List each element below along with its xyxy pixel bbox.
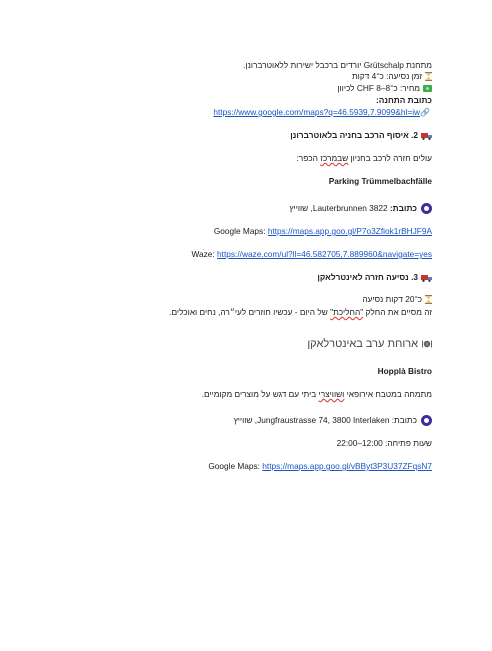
- parking-gmaps-link[interactable]: https://maps.app.goo.gl/P7o3Zfiok1rBHJF9A: [267, 226, 432, 236]
- section-2-title: 2. איסוף הרכב בחניה בלאוטרברונן: [290, 130, 432, 141]
- money-icon: [423, 85, 432, 92]
- restaurant-address-line: כתובת: Jungfraustrasse 74, 3800 Interlaken, שווייץ: [234, 415, 432, 426]
- station-link-line: [213, 107, 432, 118]
- section-3-title: 3. נסיעה חזרה לאינטרלאקן: [317, 272, 432, 283]
- day-summary-note: זה מסיים את החלק "החליכת" של היום - עכשיו חוזרים לעי״רה, נחים ואוכלים.: [169, 307, 432, 317]
- dinner-heading: ארוחת ערב באינטרלאקן: [307, 339, 432, 350]
- station-map-link[interactable]: https://www.google.com/maps?q=46.5939,7.9099&hl=iw: [213, 107, 421, 117]
- truck-icon: [421, 132, 432, 140]
- parking-gmaps-line: Google Maps: https://maps.app.goo.gl/P7o3Zfiok1rBHJF9A: [213, 226, 432, 236]
- price-line: מחיר: כ־8–CHF 8 לכיוון: [337, 83, 432, 94]
- restaurant-name: Hopplà Bistro: [377, 366, 432, 376]
- hourglass-icon: [425, 72, 432, 81]
- parking-description: עולים חזרה לרכב בחניון שבמרכז הכפר:: [296, 153, 432, 163]
- hourglass-icon: [425, 295, 432, 304]
- parking-address-line: כתובת: 3822 Lauterbrunnen, שווייץ: [289, 203, 432, 214]
- opening-hours-line: שעות פתיחה: 12:00–22:00: [336, 438, 432, 448]
- link-icon: 🔗: [420, 108, 430, 117]
- station-address-label: כתובת התחנה:: [376, 95, 432, 105]
- restaurant-gmaps-link[interactable]: https://maps.app.goo.gl/vBByt3P3U37ZFqsN7: [262, 461, 432, 471]
- travel-time-line: זמן נסיעה: כ־4 דקות: [352, 71, 432, 82]
- truck-icon: [421, 274, 432, 282]
- parking-name: Parking Trümmelbachfälle: [328, 176, 432, 186]
- cable-car-intro: מתחנת Grütschalp יורדים ברכבל ישירות ללאוטרברונן.: [243, 60, 432, 70]
- return-travel-time: כ־20 דקות נסיעה: [362, 294, 432, 305]
- plate-cutlery-icon: [422, 340, 432, 348]
- restaurant-description: מתמחה במטבח אירופאי ושוויצרי ביתי עם דגש על מוצרים מקומיים.: [201, 389, 432, 399]
- location-pin-icon: [421, 203, 432, 214]
- location-pin-icon: [421, 415, 432, 426]
- parking-waze-link[interactable]: https://waze.com/ul?ll=46.582705,7.889960&navigate=yes: [217, 249, 432, 259]
- restaurant-gmaps-line: Google Maps: https://maps.app.goo.gl/vBByt3P3U37ZFqsN7: [208, 461, 432, 471]
- parking-waze-line: Waze: https://waze.com/ul?ll=46.582705,7.889960&navigate=yes: [191, 249, 432, 259]
